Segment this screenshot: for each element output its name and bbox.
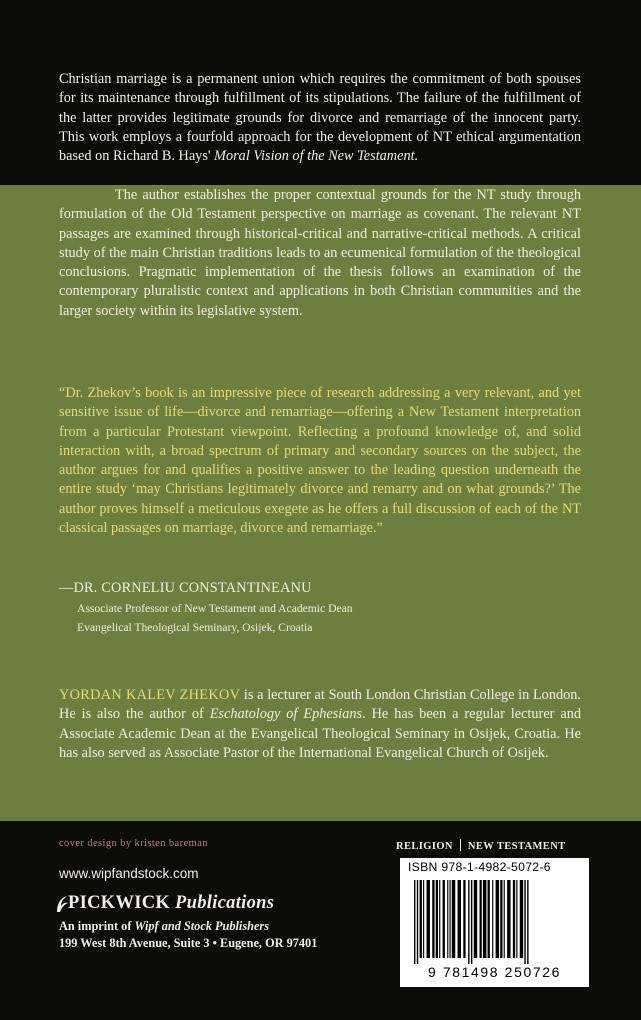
barcode-bar [483,880,486,958]
endorsement-quote [59,384,581,538]
description-book-title: Moral Vision of the New Testament. [214,148,419,165]
bio-text-1: is a lecturer at South London Christian College in London. He is also the author of [59,687,581,723]
publisher-address: 199 West 8th Avenue, Suite 3 • Eugene, OR 97401 [59,936,318,950]
publisher-name-main: PICKWICK [68,893,171,913]
category-divider [460,839,461,851]
barcode-bars [410,880,579,964]
imprint-line [59,919,269,934]
barcode-bar [504,880,505,958]
barcode-bar [414,880,415,964]
publisher-name [68,893,274,914]
quote-text: “Dr. Zhekov’s book is an impressive piece of research addressing a very relevant, and yet sensitive issue of life—divorce and remarriage—offering a New Testament interpretation from a particular Protestant viewpoint. Reflecting a profound knowledge of, and solid interaction with, a broad spectrum of primary and secondary sources on the subject, the author argues for and qualifies a positive answer to the leading question underneath the entire study ‘may Christians legitimately divorce and remarry and on what grounds?’ The author proves himself a meticulous exegete as he offers a full discussion of each of the NT classical passages on marriage, divorce and remarriage.” [59,385,581,537]
imprint-prefix: An imprint of [59,919,135,933]
barcode-bar [417,880,418,964]
barcode-bar [520,880,523,958]
description-paragraph-2 [59,186,581,321]
barcode-bar [432,880,434,958]
barcode-bar [524,880,525,964]
cover-design-credit: cover design by kristen bareman [59,838,208,849]
isbn-label: ISBN 978-1-4982-5072-6 [408,860,551,874]
publisher-name-italic: Publications [175,893,275,913]
author-bio [59,686,581,763]
barcode-bar [496,880,499,958]
barcode-bar [468,880,469,964]
barcode-bar [513,880,515,958]
barcode-bar [436,880,438,958]
barcode-bar [443,880,445,958]
description-paragraph-1 [59,70,581,166]
barcode-bar [420,880,422,958]
category-label [396,839,596,852]
barcode-bar [492,880,493,958]
barcode-bar [527,880,528,964]
barcode-bar [447,880,448,958]
imprint-publisher: Wipf and Stock Publishers [134,919,269,933]
author-name: YORDAN KALEV ZHEKOV [59,687,241,703]
category-new-testament: NEW TESTAMENT [467,841,566,852]
barcode-bar [463,880,465,958]
barcode-bar [427,880,430,958]
description-text-2: The author establishes the proper contextual grounds for the NT study through formulation of the Old Testament perspective on marriage as covenant. The relevant NT passages are examined through historical-critical and narrative-critical methods. A critical study of the main Christian traditions leads to an ecumenical formulation of the theological conclusions. Pragmatic implementation of the thesis follows an examination of the contemporary pluralistic context and applications in both Christian communities and the larger society within its legislative system. [59,187,581,319]
endorser-name: —DR. CORNELIU CONSTANTINEANU [59,580,312,596]
barcode-digits: 9 781498 250726 [428,964,561,980]
category-religion: RELIGION [396,841,453,852]
barcode-bar [439,880,440,958]
barcode-bar [458,880,461,958]
barcode-bar [500,880,502,958]
barcode-bar [516,880,517,958]
barcode-bar [488,880,490,958]
barcode-bar [480,880,482,958]
barcode-box [400,858,589,987]
endorser-role: Associate Professor of New Testament and Academic Dean [77,602,353,615]
publisher-website[interactable]: www.wipfandstock.com [59,866,199,881]
bio-book-title: Eschatology of Ephesians [209,706,363,723]
barcode-bar [450,880,451,958]
endorser-institution: Evangelical Theological Seminary, Osijek, Croatia [77,621,313,634]
bio-text-2: . He has been a regular lecturer and Associate Academic Dean at the Evangelical Theological Seminary in Osijek, Croatia. He has also served as Associate Pastor of the International Evangelical Church of Osijek. [59,706,581,761]
barcode-bar [507,880,510,958]
barcode-bar [452,880,455,958]
barcode-bar [471,880,472,964]
barcode-bar [474,880,477,958]
barcode-bar [423,880,424,958]
description-text: Christian marriage is a permanent union which requires the commitment of both spouses for its maintenance through fulfillment of its stipulations. The failure of the fulfillment of the latter provides legitimate grounds for divorce and remarriage of the innocent party. This work employs a fourfold approach for the development of NT ethical argumentation based on Richard B. Hays' [59,71,581,165]
